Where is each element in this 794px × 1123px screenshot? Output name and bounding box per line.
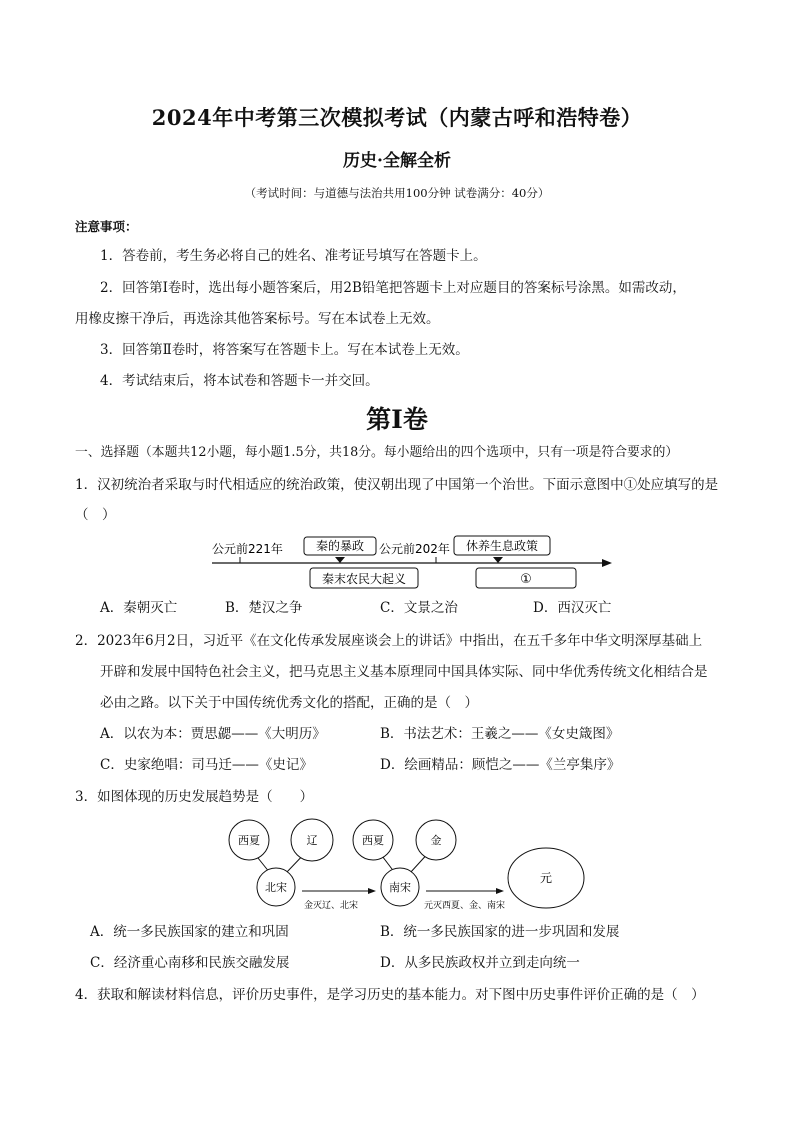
label-xixia-1: 西夏: [238, 834, 260, 847]
notice-item-4: 4．考试结束后，将本试卷和答题卡一并交回。: [100, 373, 379, 389]
label-yuan: 元: [539, 871, 553, 885]
q2-option-a[interactable]: A．以农为本：贾思勰——《大明历》: [100, 726, 326, 742]
timeline-box-qin-tyranny-label: 秦的暴政: [315, 539, 365, 553]
section-title: 第Ⅰ卷: [366, 405, 428, 434]
arrow-1-head: [368, 888, 376, 894]
timeline-arrowhead: [602, 559, 612, 567]
notice-item-1: 1．答卷前，考生务必将自己的姓名、准考证号填写在答题卡上。: [100, 248, 487, 264]
label-nansong: 南宋: [389, 881, 411, 894]
q3-stem: 3．如图体现的历史发展趋势是（ ）: [75, 789, 314, 805]
timeline-date-2: 公元前202年: [379, 542, 450, 556]
q2-option-b[interactable]: B．书法艺术：王羲之——《女史箴图》: [380, 726, 620, 742]
label-xixia-2: 西夏: [362, 834, 384, 847]
timeline-date-1: 公元前221年: [212, 542, 283, 556]
timeline-box-blank-label: ①: [520, 572, 532, 587]
q2-stem-b: 开辟和发展中国特色社会主义，把马克思主义基本原理同中国具体实际、同中华优秀传统文化相结合是: [100, 664, 708, 680]
q1-timeline: [200, 530, 620, 590]
q1-option-c[interactable]: C．文景之治: [380, 600, 458, 616]
notice-item-2b: 用橡皮擦干净后，再选涂其他答案标号。写在本试卷上无效。: [75, 311, 440, 327]
label-jin: 金: [430, 834, 442, 847]
q4-stem: 4．获取和解读材料信息，评价历史事件，是学习历史的基本能力。对下图中历史事件评价正确的是（ ）: [75, 987, 705, 1003]
label-liao: 辽: [306, 834, 318, 847]
timeline-box-rest-policy-label: 休养生息政策: [465, 539, 539, 553]
q2-option-c[interactable]: C．史家绝唱：司马迁——《史记》: [100, 757, 313, 773]
q3-option-b[interactable]: B．统一多民族国家的进一步巩固和发展: [380, 924, 620, 940]
q3-diagram: [220, 810, 590, 920]
timeline-marker-2: [493, 557, 503, 563]
q3-option-c[interactable]: C．经济重心南移和民族交融发展: [90, 955, 290, 971]
timeline-box-peasant-uprising-label: 秦末农民大起义: [321, 572, 407, 586]
q1-stem-a: 1．汉初统治者采取与时代相适应的统治政策，使汉朝出现了中国第一个治世。下面示意图中①处应填写的是: [75, 477, 719, 493]
q2-option-d[interactable]: D．绘画精品：顾恺之——《兰亭集序》: [380, 757, 621, 773]
timeline-marker-1: [335, 557, 345, 563]
exam-subtitle: 历史·全解全析: [343, 151, 451, 171]
q1-option-d[interactable]: D．西汉灭亡: [533, 600, 612, 616]
notice-heading: 注意事项：: [75, 219, 138, 234]
notice-item-3: 3．回答第Ⅱ卷时，将答案写在答题卡上。写在本试卷上无效。: [100, 342, 469, 358]
q3-option-d[interactable]: D．从多民族政权并立到走向统一: [380, 955, 580, 971]
exam-info: （考试时间：与道德与法治共用100分钟 试卷满分：40分）: [244, 186, 550, 200]
arrow-1-label: 金灭辽、北宋: [304, 901, 359, 911]
q1-option-a[interactable]: A．秦朝灭亡: [100, 600, 178, 616]
part1-header: 一、选择题（本题共12小题，每小题1.5分，共18分。每小题给出的四个选项中，只有一项是符合要求的）: [75, 445, 679, 460]
q2-stem-a: 2．2023年6月2日，习近平《在文化传承发展座谈会上的讲话》中指出，在五千多年中华文明深厚基础上: [75, 633, 703, 649]
q1-stem-b: （ ）: [75, 507, 116, 523]
notice-item-2a: 2．回答第Ⅰ卷时，选出每小题答案后，用2B铅笔把答题卡上对应题目的答案标号涂黑。如需改动，: [100, 280, 686, 296]
q2-stem-c: 必由之路。以下关于中国传统优秀文化的搭配，正确的是（ ）: [100, 695, 478, 711]
q1-option-b[interactable]: B．楚汉之争: [225, 600, 303, 616]
arrow-2-head: [496, 888, 504, 894]
exam-title: 2024年中考第三次模拟考试（内蒙古呼和浩特卷）: [151, 105, 643, 130]
q3-option-a[interactable]: A．统一多民族国家的建立和巩固: [90, 924, 289, 940]
arrow-2-label: 元灭西夏、金、南宋: [424, 901, 506, 911]
label-beisong: 北宋: [265, 881, 287, 894]
